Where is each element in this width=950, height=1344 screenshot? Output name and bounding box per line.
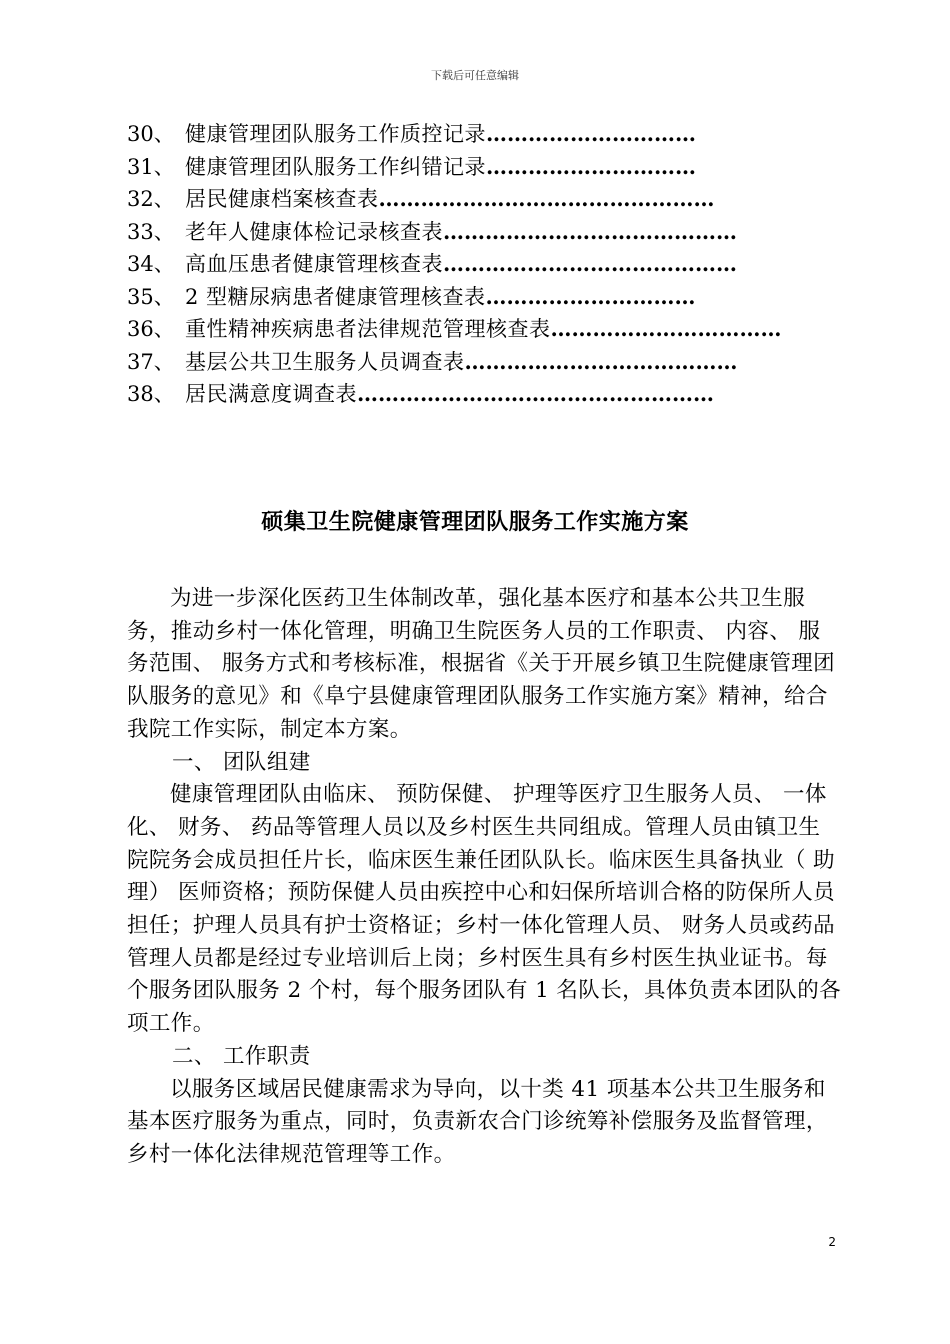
header-note: 下载后可任意编辑 [431,69,519,82]
toc-item [127,248,827,281]
toc-item-number: 31、 [127,154,175,179]
toc-item [127,346,827,379]
toc-item [127,183,827,216]
toc-item-number: 36、 [127,317,175,341]
toc-item [127,216,827,249]
section-heading-duties: 二、 工作职责 [172,1043,311,1069]
toc-leader-dots: …………………………………………… [357,381,714,406]
toc-item-title: 老年人健康体检记录核查表 [185,219,443,244]
toc-item [127,313,827,346]
toc-item [127,281,827,314]
toc-item-number: 30、 [127,122,175,146]
toc-item-title: 高血压患者健康管理核查表 [185,252,443,276]
team-paragraph: 健康管理团队由临床、 预防保健、 护理等医疗卫生服务人员、 一体化、 财务、 药品等管理人员以及乡村医生共同组成。管理人员由镇卫生院院务会成员担任片长，临床医生兼任团队队长。临床医生具备执业（ 助理） 医师资格；预防保健人员由疾控中心和妇保所培训合格的防保所人员担任；护理人员具有护士资格证；乡村一体化管理人员、 财务人员或药品管理人员都是经过专业培训后上岗；乡村医生具有乡村医生执业证书。每个服务团队服务 2 个村，每个服务团队有 1 名队长，具体负责本团队的各项工作。 [127,782,842,1037]
toc-leader-dots: …………………………………… [443,218,737,244]
toc-item-number: 37、 [127,349,175,374]
toc-item-title: 基层公共卫生服务人员调查表 [185,349,465,374]
toc-item-title: 健康管理团队服务工作纠错记录 [185,154,486,179]
toc-item-number: 34、 [127,252,175,276]
intro-paragraph: 为进一步深化医药卫生体制改革，强化基本医疗和基本公共卫生服务，推动乡村一体化管理，明确卫生院医务人员的工作职责、 内容、 服务范围、 服务方式和考核标准，根据省《关于开展乡镇卫生院健康管理团队服务的意见》和《阜宁县健康管理团队服务工作实施方案》精神，给合我院工作实际，制定本方案。 [127,586,836,742]
toc-leader-dots: ………………………… [485,283,696,309]
table-of-contents [127,118,827,411]
toc-item [127,378,827,411]
toc-leader-dots: ………………………… [486,153,696,179]
toc-leader-dots: …………………………………… [443,251,737,276]
toc-item-number: 38、 [127,382,175,406]
toc-item-title: 健康管理团队服务工作质控记录 [185,122,486,146]
section-heading-team: 一、 团队组建 [172,749,311,775]
toc-item-title: 居民满意度调查表 [185,382,357,406]
toc-item-number: 33、 [127,219,175,244]
toc-item-title: 重性精神疾病患者法律规范管理核查表 [185,317,551,341]
toc-item-number: 35、 [127,284,175,309]
toc-leader-dots: ………………………………………… [378,186,715,211]
toc-leader-dots: ………………………………… [464,348,738,374]
toc-item [127,118,827,151]
toc-item-title: 居民健康档案核查表 [185,187,379,211]
duties-paragraph: 以服务区域居民健康需求为导向，以十类 41 项基本公共卫生服务和基本医疗服务为重点，同时，负责新农合门诊统筹补偿服务及监督管理，乡村一体化法律规范管理等工作。 [127,1076,828,1167]
toc-item-number: 32、 [127,187,175,211]
toc-item [127,151,827,184]
toc-leader-dots: …………………………… [550,316,782,341]
document-title: 硕集卫生院健康管理团队服务工作实施方案 [261,510,689,535]
toc-leader-dots: ………………………… [486,121,696,146]
toc-item-title: 2 型糖尿病患者健康管理核查表 [185,284,486,309]
document-body [127,583,842,1172]
page-number: 2 [828,1235,836,1249]
